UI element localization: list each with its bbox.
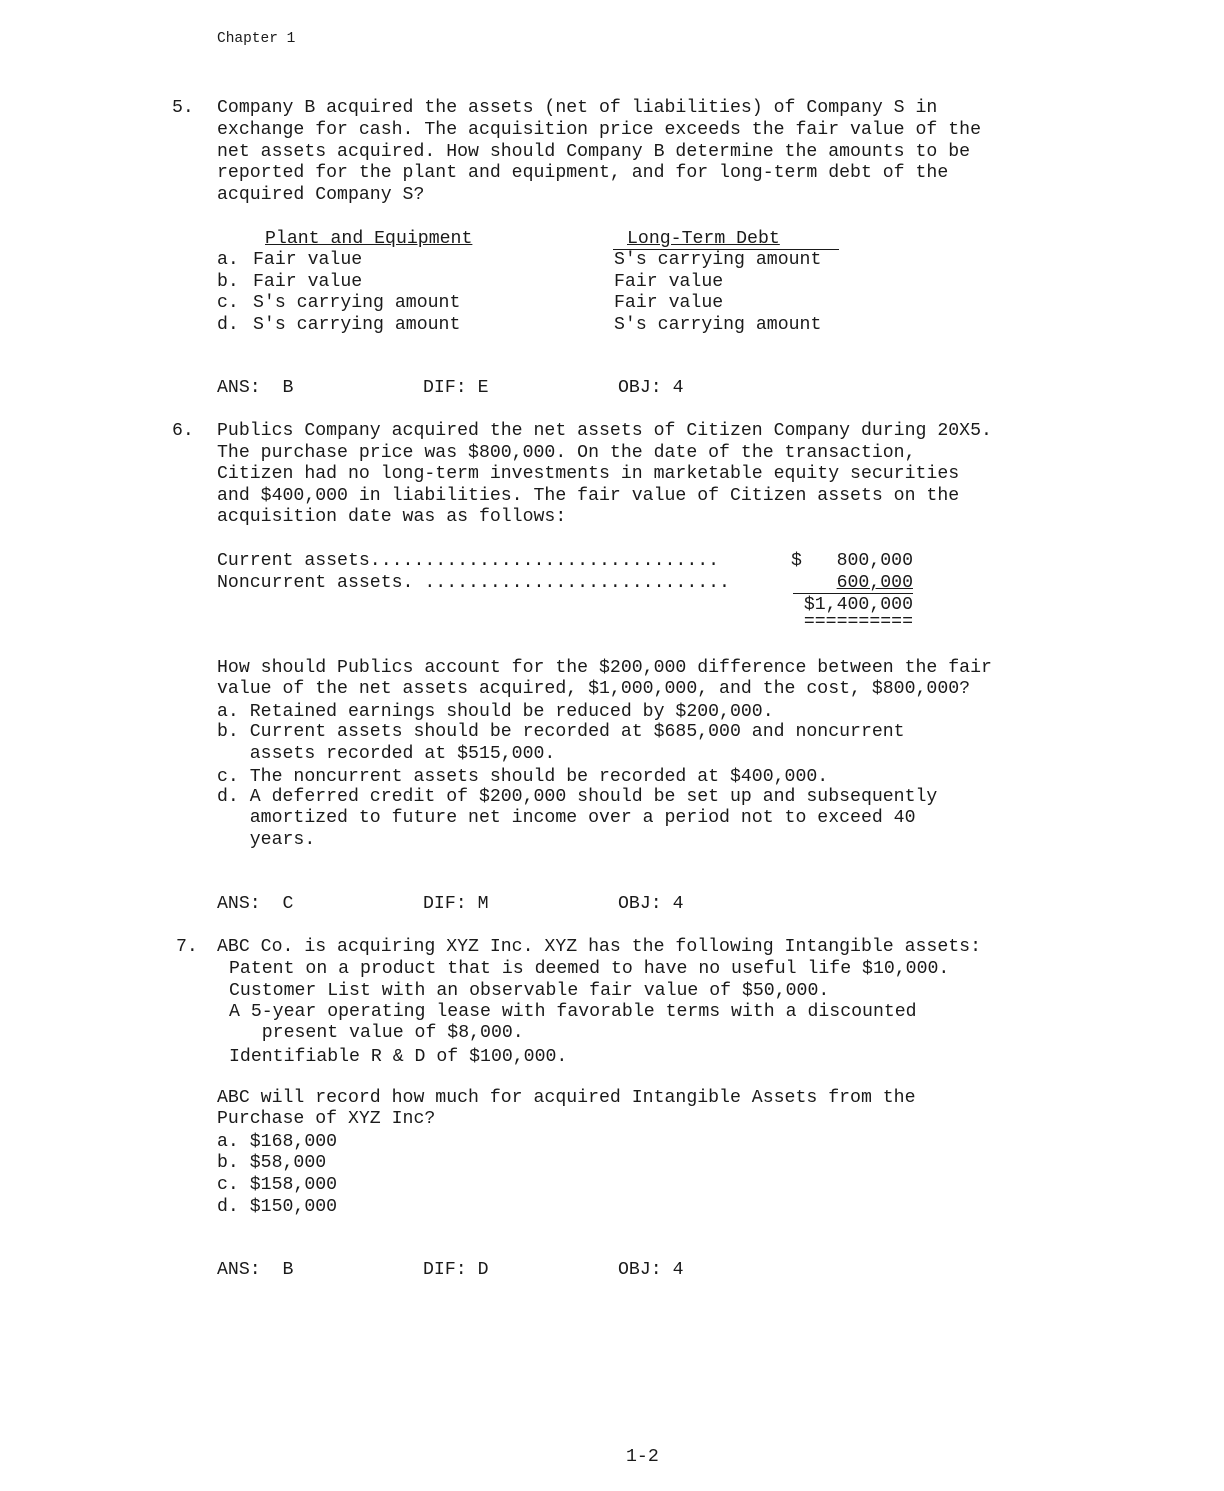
question-text-line: ABC will record how much for acquired Intangible Assets from the (217, 1088, 916, 1108)
intangible-item: present value of $8,000. (229, 1023, 524, 1043)
option-letter: a. (217, 250, 239, 270)
question-text-line: Purchase of XYZ Inc? (217, 1109, 436, 1129)
option-line: a. $168,000 (217, 1132, 338, 1152)
question-text-line: How should Publics account for the $200,000 difference between the fair (217, 658, 992, 678)
intangible-item: Identifiable R & D of $100,000. (229, 1047, 568, 1067)
question-text-line: value of the net assets acquired, $1,000,000, and the cost, $800,000? (217, 679, 971, 699)
table-row-label: Noncurrent assets. ............................ (217, 573, 730, 593)
option-line: b. $58,000 (217, 1153, 327, 1173)
question-stem-line: and $400,000 in liabilities. The fair value of Citizen assets on the (217, 486, 960, 506)
question-stem-line: ABC Co. is acquiring XYZ Inc. XYZ has the following Intangible assets: (217, 937, 981, 957)
question-number: 6. (172, 421, 194, 441)
option-line: c. $158,000 (217, 1175, 338, 1195)
question-stem-line: acquisition date was as follows: (217, 507, 567, 527)
option-line: amortized to future net income over a period not to exceed 40 (217, 808, 916, 828)
option-col1: S's carrying amount (253, 293, 461, 313)
option-line: b. Current assets should be recorded at $685,000 and noncurrent (217, 722, 905, 742)
option-col2: Fair value (614, 293, 724, 313)
table-row-dollar: $ (791, 551, 802, 571)
column-header-debt: Long-Term Debt (627, 229, 780, 249)
option-col2: S's carrying amount (614, 315, 822, 335)
option-col2: Fair value (614, 272, 724, 292)
table-row-label: Current assets................................ (217, 551, 720, 571)
table-total: $1,400,000 (803, 595, 913, 615)
intangible-item: Customer List with an observable fair value of $50,000. (229, 981, 830, 1001)
question-number: 7. (176, 937, 198, 957)
question-stem-line: Citizen had no long-term investments in marketable equity securities (217, 464, 960, 484)
option-letter: c. (217, 293, 239, 313)
table-row-amount: 800,000 (836, 551, 913, 571)
option-line: d. A deferred credit of $200,000 should be set up and subsequently (217, 787, 938, 807)
page-number: 1-2 (626, 1447, 659, 1467)
chapter-header: Chapter 1 (217, 31, 296, 47)
option-col1: S's carrying amount (253, 315, 461, 335)
option-line: a. Retained earnings should be reduced by $200,000. (217, 702, 774, 722)
question-stem-line: acquired Company S? (217, 185, 425, 205)
question-number: 5. (172, 98, 194, 118)
intangible-item: Patent on a product that is deemed to have no useful life $10,000. (229, 959, 950, 979)
option-line: assets recorded at $515,000. (217, 744, 556, 764)
option-col1: Fair value (253, 250, 363, 270)
option-col2: S's carrying amount (614, 250, 822, 270)
objective-label: OBJ: 4 (618, 1260, 684, 1280)
difficulty-label: DIF: M (423, 894, 489, 914)
question-stem-line: Publics Company acquired the net assets of Citizen Company during 20X5. (217, 421, 992, 441)
intangible-item: A 5-year operating lease with favorable terms with a discounted (229, 1002, 917, 1022)
objective-label: OBJ: 4 (618, 894, 684, 914)
option-letter: b. (217, 272, 239, 292)
table-row-amount: 600,000 (836, 573, 913, 593)
column-header-plant: Plant and Equipment (265, 229, 473, 249)
double-rule: ========== (803, 612, 913, 632)
difficulty-label: DIF: D (423, 1260, 489, 1280)
question-stem-line: net assets acquired. How should Company B determine the amounts to be (217, 142, 971, 162)
option-col1: Fair value (253, 272, 363, 292)
option-line: c. The noncurrent assets should be recorded at $400,000. (217, 767, 829, 787)
difficulty-label: DIF: E (423, 378, 489, 398)
answer-label: ANS: C (217, 894, 294, 914)
question-stem-line: exchange for cash. The acquisition price exceeds the fair value of the (217, 120, 981, 140)
option-letter: d. (217, 315, 239, 335)
option-line: years. (217, 830, 316, 850)
objective-label: OBJ: 4 (618, 378, 684, 398)
answer-label: ANS: B (217, 1260, 294, 1280)
question-stem-line: The purchase price was $800,000. On the date of the transaction, (217, 443, 916, 463)
option-line: d. $150,000 (217, 1197, 338, 1217)
question-stem-line: Company B acquired the assets (net of liabilities) of Company S in (217, 98, 938, 118)
question-stem-line: reported for the plant and equipment, and for long-term debt of the (217, 163, 949, 183)
answer-label: ANS: B (217, 378, 294, 398)
